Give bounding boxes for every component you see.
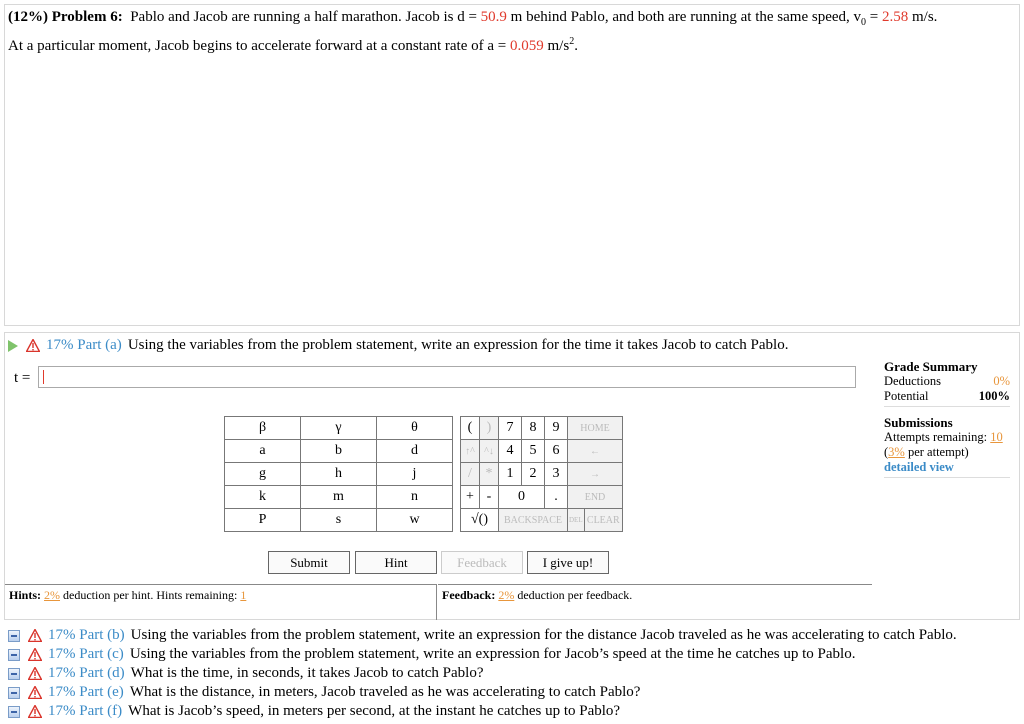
grade-summary-title: Grade Summary [884,359,978,374]
feedback-panel [438,584,872,620]
submissions-title: Submissions [884,415,953,430]
key-h[interactable]: h [301,463,377,486]
submit-button[interactable]: Submit [268,551,350,574]
problem-text-3: = [866,9,882,25]
key-2[interactable]: 2 [522,463,545,486]
key-w[interactable]: w [377,509,453,532]
part-e-text: What is the distance, in meters, Jacob traveled as he was accelerating to catch Pablo? [129,684,641,700]
part-b-text: Using the variables from the problem statement, write an expression for the distance Jacob traveled as he was accelerating to catch Pablo. [130,627,957,643]
a-value: 0.059 [510,38,544,54]
per-attempt-text: per attempt) [904,445,969,459]
key-j[interactable]: j [377,463,453,486]
hints-panel [5,584,437,620]
warning-icon [28,705,42,718]
part-e-header[interactable] [8,683,640,702]
warning-icon [26,339,40,352]
key-g[interactable]: g [225,463,301,486]
key-4[interactable]: 4 [499,440,522,463]
variable-label: t = [14,370,31,386]
part-a-percent: 17% Part (a) [46,337,122,353]
key-d[interactable]: d [377,440,453,463]
key-power-down[interactable]: ^↓ [480,440,499,463]
key-5[interactable]: 5 [522,440,545,463]
part-b-header[interactable] [8,626,957,645]
key-8[interactable]: 8 [522,417,545,440]
key-b[interactable]: b [301,440,377,463]
key-P[interactable]: P [225,509,301,532]
key-s[interactable]: s [301,509,377,532]
key-n[interactable]: n [377,486,453,509]
variable-keypad [224,416,453,532]
hint-button[interactable]: Hint [355,551,437,574]
part-a-header[interactable] [8,336,788,355]
key-multiply[interactable]: * [480,463,499,486]
d-value: 50.9 [480,9,507,25]
problem-text-4: m/s. [908,9,938,25]
per-attempt-value: 3% [888,445,905,459]
key-plus[interactable]: + [461,486,480,509]
part-c-header[interactable] [8,645,855,664]
collapse-icon[interactable] [8,630,20,642]
key-del[interactable]: DEL [568,509,585,532]
problem-text-2: m behind Pablo, and both are running at the same speed, v [506,9,862,25]
text-caret [43,370,44,384]
part-b-percent: 17% Part (b) [48,627,125,643]
key-3[interactable]: 3 [545,463,568,486]
key-theta[interactable]: θ [377,417,453,440]
feedback-pct: 2% [498,588,515,602]
key-home[interactable]: HOME [568,417,623,440]
part-c-percent: 17% Part (c) [48,646,124,662]
key-a[interactable]: a [225,440,301,463]
hints-remaining: 1 [240,588,247,602]
key-0[interactable]: 0 [499,486,545,509]
problem-text-5: At a particular moment, Jacob begins to accelerate forward at a constant rate of a = [8,38,510,54]
give-up-button[interactable]: I give up! [527,551,609,574]
key-power-up[interactable]: ↑^ [461,440,480,463]
part-f-percent: 17% Part (f) [48,703,123,719]
key-k[interactable]: k [225,486,301,509]
collapse-icon[interactable] [8,706,20,718]
key-beta[interactable]: β [225,417,301,440]
key-7[interactable]: 7 [499,417,522,440]
warning-icon [28,648,42,661]
attempts-value: 10 [990,430,1003,444]
key-gamma[interactable]: γ [301,417,377,440]
part-c-text: Using the variables from the problem statement, write an expression for Jacob’s speed at the time he catches up to Pablo. [129,646,856,662]
collapse-icon[interactable] [8,668,20,680]
key-left-arrow[interactable]: ← [568,440,623,463]
key-minus[interactable]: - [480,486,499,509]
part-d-text: What is the time, in seconds, it takes Jacob to catch Pablo? [130,665,484,681]
warning-icon [28,629,42,642]
collapse-icon[interactable] [8,649,20,661]
key-1[interactable]: 1 [499,463,522,486]
key-divide[interactable]: / [461,463,480,486]
potential-value: 100% [978,389,1010,403]
problem-weight: (12%) [8,9,48,25]
key-backspace[interactable]: BACKSPACE [499,509,568,532]
a-superscript: 2 [569,36,575,47]
deductions-label: Deductions [884,374,941,388]
key-end[interactable]: END [568,486,623,509]
attempts-label: Attempts remaining: [884,430,991,444]
key-9[interactable]: 9 [545,417,568,440]
problem-text-7: . [574,38,578,54]
expand-triangle-icon[interactable] [8,340,18,352]
v-value: 2.58 [881,9,909,25]
key-clear[interactable]: CLEAR [584,509,622,532]
deductions-value: 0% [993,374,1010,388]
key-m[interactable]: m [301,486,377,509]
problem-statement [8,8,1016,56]
collapse-icon[interactable] [8,687,20,699]
key-right-arrow[interactable]: → [568,463,623,486]
math-keypad [460,416,623,532]
part-f-text: What is Jacob’s speed, in meters per second, at the instant he catches up to Pablo? [128,703,621,719]
feedback-text: deduction per feedback. [514,588,633,602]
per-open: ( [884,445,889,459]
key-sqrt[interactable]: √() [461,509,499,532]
hints-label: Hints: [9,588,42,602]
detailed-view-link[interactable]: detailed view [884,460,954,474]
feedback-label: Feedback: [442,588,496,602]
problem-text-1: Pablo and Jacob are running a half marathon. Jacob is d = [130,9,481,25]
part-f-header[interactable] [8,702,620,721]
part-d-percent: 17% Part (d) [48,665,125,681]
part-d-header[interactable] [8,664,483,683]
feedback-button[interactable]: Feedback [441,551,523,574]
hints-pct: 2% [44,588,61,602]
potential-label: Potential [884,389,929,403]
warning-icon [28,686,42,699]
part-a-text: Using the variables from the problem statement, write an expression for the time it takes Jacob to catch Pablo. [127,337,789,353]
part-e-percent: 17% Part (e) [48,684,124,700]
answer-input[interactable] [38,366,856,388]
key-open-paren[interactable]: ( [461,417,480,440]
submissions-divider [884,477,1010,478]
grade-divider [884,406,1010,407]
grade-summary [884,359,1010,486]
warning-icon [28,667,42,680]
problem-label: Problem 6: [51,9,123,25]
key-6[interactable]: 6 [545,440,568,463]
hints-text: deduction per hint. Hints remaining: [60,588,241,602]
problem-text-6: m/s [543,38,570,54]
key-dot[interactable]: . [545,486,568,509]
key-close-paren[interactable]: ) [480,417,499,440]
v-subscript: 0 [861,17,867,28]
